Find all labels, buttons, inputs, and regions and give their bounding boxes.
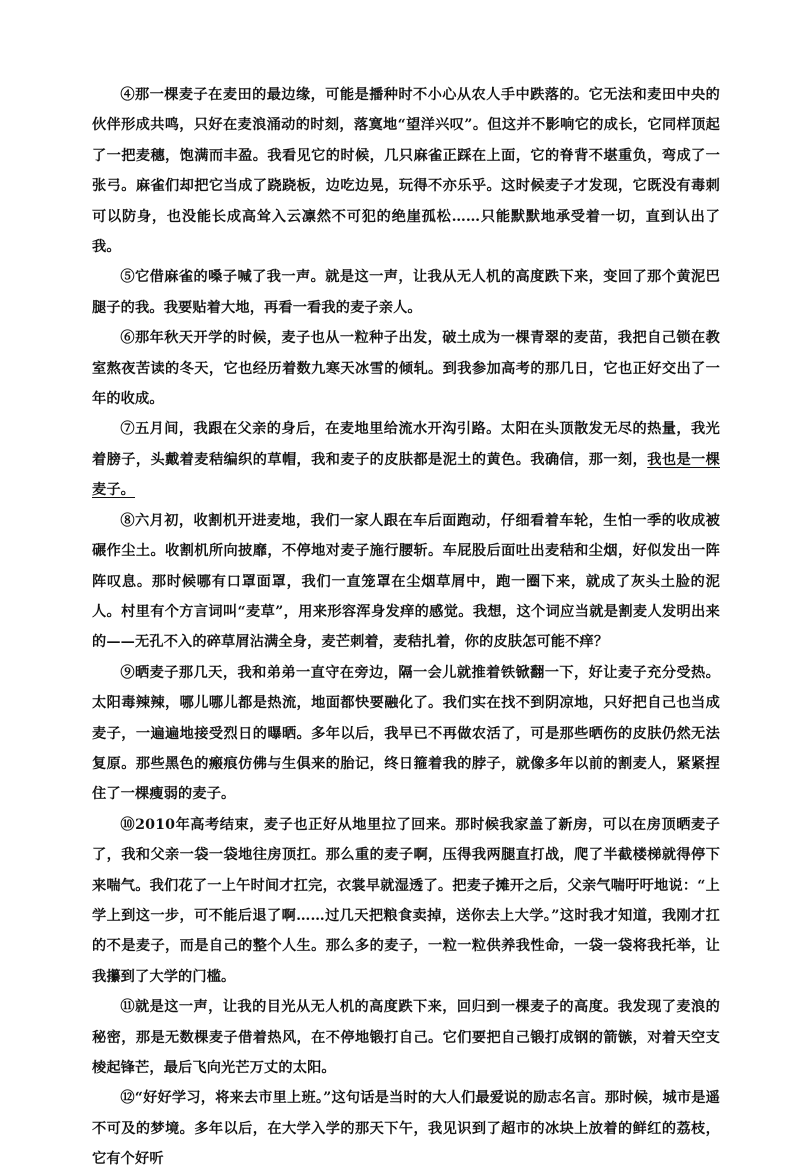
paragraph-4: ④那一棵麦子在麦田的最边缘，可能是播种时不小心从农人手中跌落的。它无法和麦田中央的伙伴形成共鸣，只好在麦浪涌动的时刻，落寞地“望洋兴叹”。但这并不影响它的成长，它同样顶起了一把麦穗，饱满而丰盈。我看见它的时候，几只麻雀正踩在上面，它的脊背不堪重负，弯成了一张弓。麻雀们却把它当成了跷跷板，边吃边晃，玩得不亦乐乎。这时候麦子才发现，它既没有毒刺可以防身，也没能长成高耸入云凛然不可犯的绝崖孤松……只能默默地承受着一切，直到认出了我。 bbox=[92, 87, 720, 256]
paragraph-11: ⑪就是这一声，让我的目光从无人机的高度跌下来，回归到一棵麦子的高度。我发现了麦浪的秘密，那是无数棵麦子借着热风，在不停地锻打自己。它们要把自己锻打成钢的箭镞，对着天空支棱起锋芒，最后飞向光芒万丈的太阳。 bbox=[92, 999, 720, 1076]
paragraph-10: ⑩2010年高考结束，麦子也正好从地里拉了回来。那时候我家盖了新房，可以在房顶晒麦子了，我和父亲一袋一袋地往房顶扛。那么重的麦子啊，压得我两腿直打战，爬了半截楼梯就得停下来喘气。我们花了一上午时间才扛完，衣裳早就湿透了。把麦子摊开之后，父亲气喘吁吁地说：“上学上到这一步，可不能后退了啊……过几天把粮食卖掉，送你去上大学。”这时我才知道，我刚才扛的不是麦子，而是自己的整个人生。那么多的麦子，一粒一粒供养我性命，一袋一袋将我托举，让我攥到了大学的门槛。 bbox=[92, 816, 720, 985]
paragraph-12: ⑫“好好学习，将来去市里上班。”这句话是当时的大人们最爱说的励志名言。那时候，城市是遥不可及的梦境。多年以后，在大学入学的那天下午，我见识到了超市的冰块上放着的鲜红的荔枝，它有个好听 bbox=[92, 1090, 720, 1168]
paragraph-8: ⑧六月初，收割机开进麦地，我们一家人跟在车后面跑动，仔细看着车轮，生怕一季的收成被碾作尘土。收割机所向披靡，不停地对麦子施行腰斩。车屁股后面吐出麦秸和尘烟，好似发出一阵阵叹息。那时候哪有口罩面罩，我们一直笼罩在尘烟草屑中，跑一圈下来，就成了灰头土脸的泥人。村里有个方言词叫“麦草”，用来形容浑身发痒的感觉。我想，这个词应当就是割麦人发明出来的——无孔不入的碎草屑沾满全身，麦芒刺着，麦秸扎着，你的皮肤怎可能不痒？ bbox=[92, 512, 720, 651]
paragraph-7 bbox=[92, 414, 720, 505]
paragraph-7-text: ⑦五月间，我跟在父亲的身后，在麦地里给流水开沟引路。太阳在头顶散发无尽的热量，我光着膀子，头戴着麦秸编织的草帽，我和麦子的皮肤都是泥土的黄色。我确信，那一刻， bbox=[92, 421, 720, 468]
paragraph-6: ⑥那年秋天开学的时候，麦子也从一粒种子出发，破土成为一棵青翠的麦苗，我把自己锁在教室熬夜苦读的冬天，它也经历着数九寒天冰雪的倾轧。到我参加高考的那几日，它也正好交出了一年的收成。 bbox=[92, 330, 720, 408]
paragraph-9: ⑨晒麦子那几天，我和弟弟一直守在旁边，隔一会儿就推着铁锨翻一下，好让麦子充分受热。太阳毒辣辣，哪儿哪儿都是热流，地面都快要融化了。我们实在找不到阴凉地，只好把自己也当成麦子，一遍遍地接受烈日的曝晒。多年以后，我早已不再做农活了，可是那些晒伤的皮肤仍然无法复原。那些黑色的瘢痕仿佛与生俱来的胎记，终日箍着我的脖子，就像多年以前的割麦人，紧紧捏住了一棵瘦弱的麦子。 bbox=[92, 664, 720, 803]
article-body bbox=[92, 80, 720, 1175]
paragraph-5: ⑤它借麻雀的嗓子喊了我一声。就是这一声，让我从无人机的高度跌下来，变回了那个黄泥巴腿子的我。我要贴着大地，再看一看我的麦子亲人。 bbox=[92, 269, 720, 316]
underlined-sentence: 我也是一棵麦子。 bbox=[92, 451, 720, 499]
